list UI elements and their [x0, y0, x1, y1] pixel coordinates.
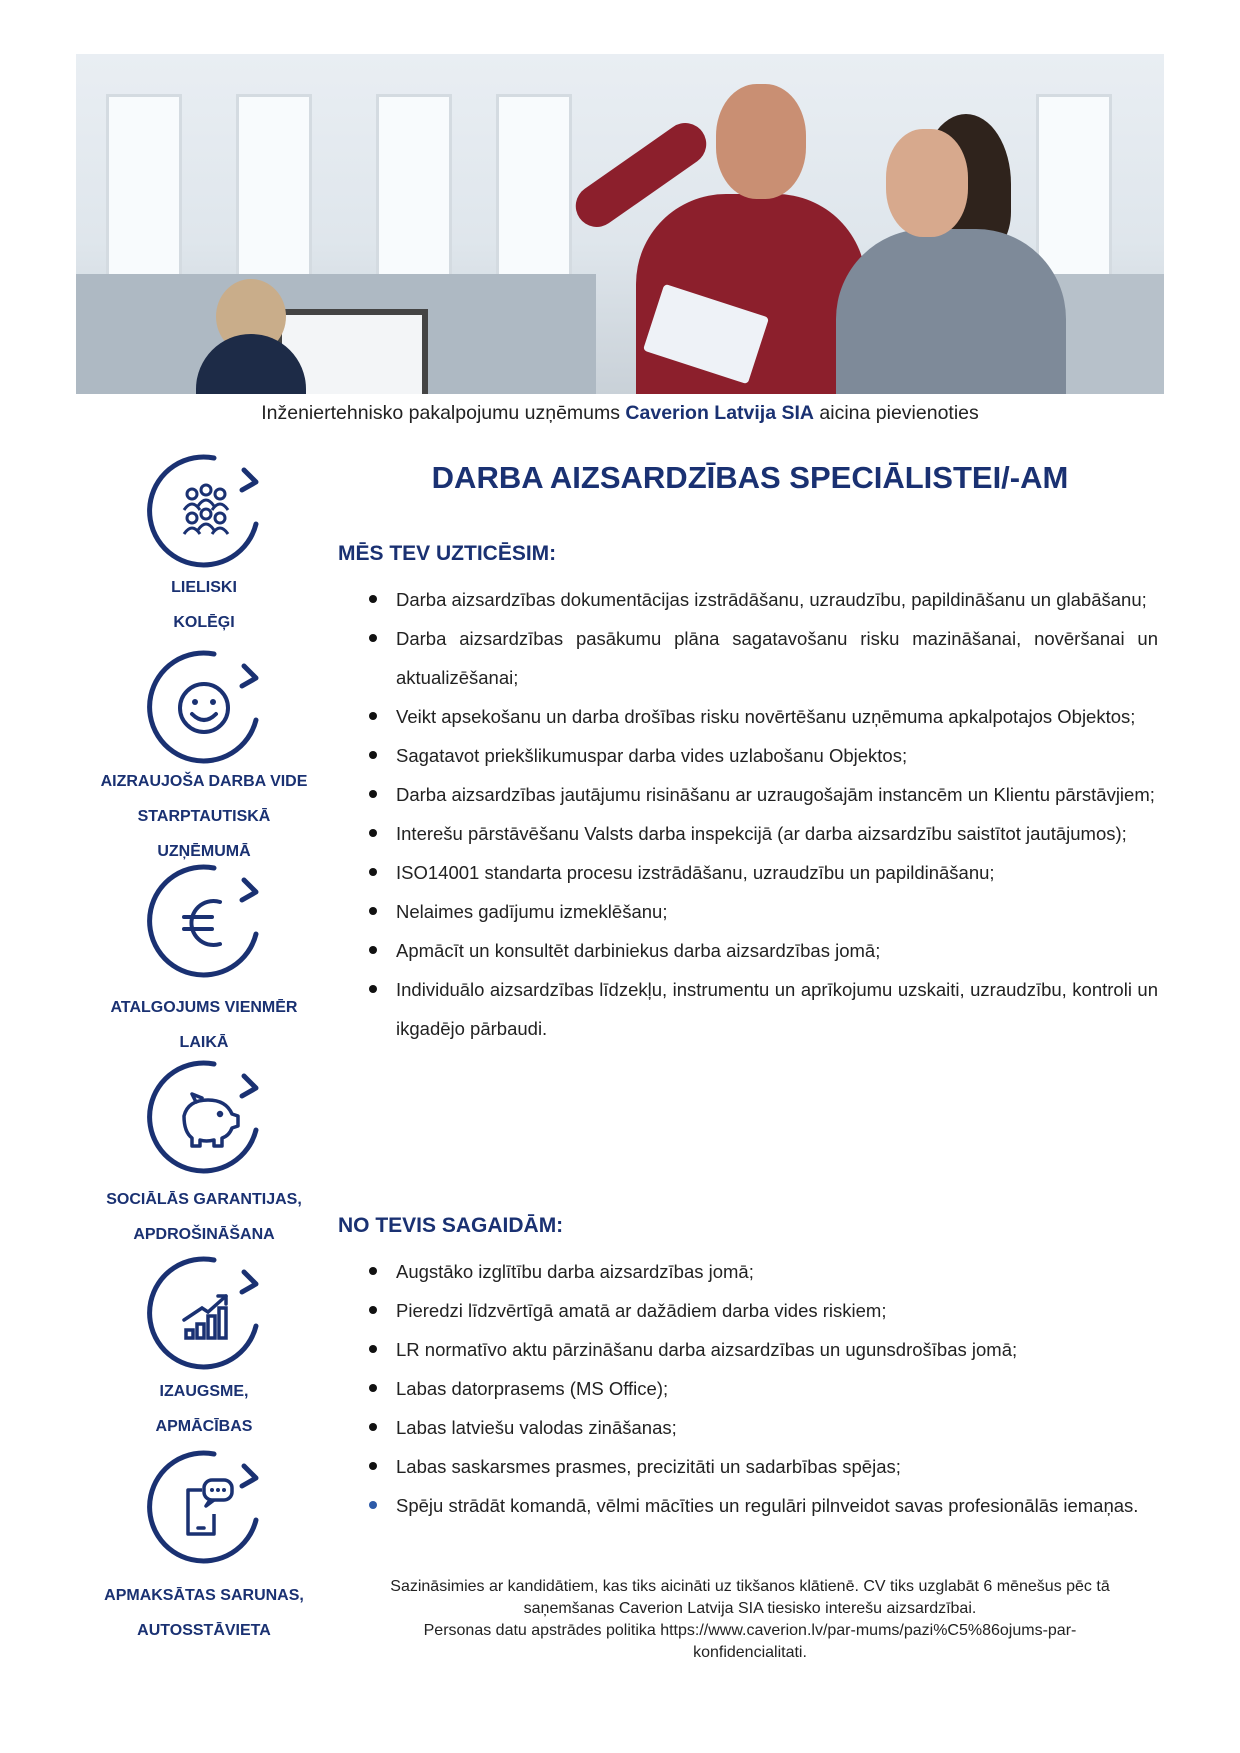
- list-item: Pieredzi līdzvērtīgā amatā ar dažādiem darba vides riskiem;: [396, 1291, 1158, 1330]
- people-group-icon: [144, 452, 264, 572]
- list-item: Labas datorprasems (MS Office);: [396, 1369, 1158, 1408]
- list-item: Darba aizsardzības jautājumu risināšanu ar uzraugošajām instancēm un Klientu pārstāvjiem;: [396, 775, 1158, 814]
- benefit-label-colleagues: LIELISKI KOLĒĢI: [171, 579, 237, 631]
- list-item: Veikt apsekošanu un darba drošības risku novērtēšanu uzņēmuma apkalpotajos Objektos;: [396, 697, 1158, 736]
- benefit-label-salary: ATALGOJUMS VIENMĒR LAIKĀ: [110, 999, 298, 1051]
- piggy-bank-icon: [144, 1058, 264, 1178]
- benefit-label-growth: IZAUGSME, APMĀCĪBAS: [155, 1383, 253, 1435]
- list-item: Individuālo aizsardzības līdzekļu, instrumentu un aprīkojumu uzskaiti, uzraudzību, kontroli un ikgadējo pārbaudi.: [396, 970, 1158, 1048]
- euro-icon: [144, 862, 264, 982]
- hero-photo: [76, 54, 1164, 394]
- smiley-face-icon: [144, 648, 264, 768]
- list-item: Apmācīt un konsultēt darbiniekus darba aizsardzības jomā;: [396, 931, 1158, 970]
- job-title: DARBA AIZSARDZĪBAS SPECIĀLISTEI/-AM: [431, 460, 1069, 495]
- list-item: Augstāko izglītību darba aizsardzības jomā;: [396, 1252, 1158, 1291]
- list-item: Darba aizsardzības pasākumu plāna sagatavošanu risku mazināšanai, novēršanai un aktualizēšanai;: [396, 619, 1158, 697]
- list-item: Nelaimes gadījumu izmeklēšanu;: [396, 892, 1158, 931]
- intro-line: Inženiertehnisko pakalpojumu uzņēmums Caverion Latvija SIA aicina pievienoties: [261, 402, 979, 424]
- list-item: LR normatīvo aktu pārzināšanu darba aizsardzības un ugunsdrošības jomā;: [396, 1330, 1158, 1369]
- list-item: Labas latviešu valodas zināšanas;: [396, 1408, 1158, 1447]
- section-title-requirements: NO TEVIS SAGAIDĀM:: [338, 1214, 564, 1237]
- growth-chart-icon: [144, 1254, 264, 1374]
- list-item: Sagatavot priekšlikumuspar darba vides uzlabošanu Objektos;: [396, 736, 1158, 775]
- company-name: Caverion Latvija SIA: [625, 402, 814, 424]
- section-title-responsibilities: MĒS TEV UZTICĒSIM:: [338, 542, 557, 565]
- responsibilities-list: [396, 580, 1158, 1048]
- list-item: Spēju strādāt komandā, vēlmi mācīties un regulāri pilnveidot savas profesionālās iemaņas.: [396, 1486, 1158, 1525]
- list-item: Labas saskarsmes prasmes, precizitāti un sadarbības spējas;: [396, 1447, 1158, 1486]
- benefit-label-social-guarantees: SOCIĀLĀS GARANTIJAS, APDROŠINĀŠANA: [106, 1191, 302, 1243]
- requirements-list: [396, 1252, 1158, 1525]
- list-item: ISO14001 standarta procesu izstrādāšanu, uzraudzību un papildināšanu;: [396, 853, 1158, 892]
- benefit-label-paid-calls: APMAKSĀTAS SARUNAS, AUTOSSTĀVIETA: [104, 1587, 304, 1639]
- benefit-label-work-environment: AIZRAUJOŠA DARBA VIDE STARPTAUTISKĀ UZŅĒMUMĀ: [100, 773, 308, 860]
- list-item: Interešu pārstāvēšanu Valsts darba inspekcijā (ar darba aizsardzību saistītot jautājumos);: [396, 814, 1158, 853]
- footer-notice: Sazināsimies ar kandidātiem, kas tiks aicināti uz tikšanos klātienē. CV tiks uzglabāt 6 mēnešus pēc tā saņemšanas Caverion Latvija SIA tiesisko interešu aizsardzībai. Personas datu apstrādes politika https://www.caverion.lv/par-mums/pazi%C5%86ojums-par- konfidencialitati.: [390, 1578, 1110, 1661]
- phone-chat-icon: [144, 1448, 264, 1568]
- list-item: Darba aizsardzības dokumentācijas izstrādāšanu, uzraudzību, papildināšanu un glabāšanu;: [396, 580, 1158, 619]
